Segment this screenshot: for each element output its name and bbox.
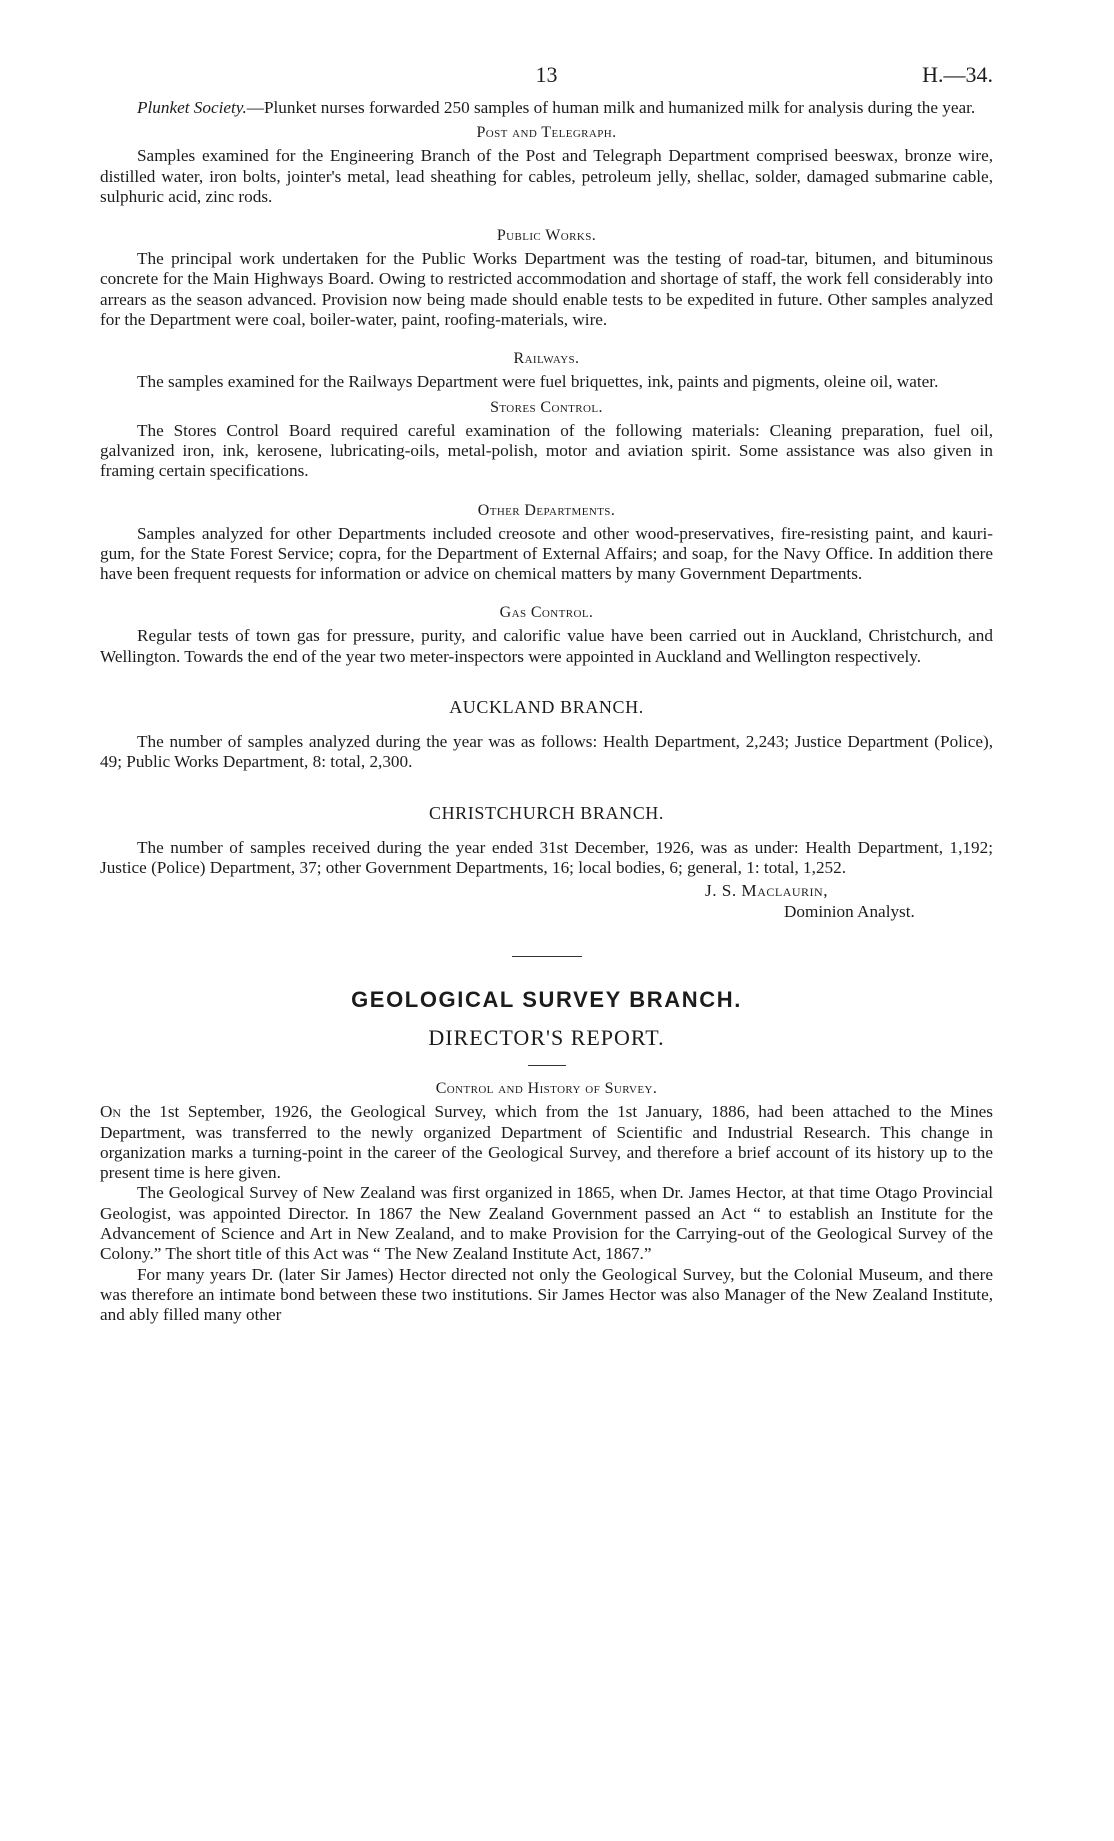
document-page <box>100 62 993 1326</box>
plunket-paragraph <box>100 98 993 118</box>
stores-control-heading: Stores Control. <box>490 398 603 416</box>
geological-paragraph-1-text: the 1st September, 1926, the Geological Survey, which from the 1st January, 1886, had been attached to the Mines Department, was transferred to the newly organized Department of Scientific and Industrial Research. This change in organization marks a turning-point in the career of the Geological Survey, and therefore a brief account of its history up to the present time is here given. <box>100 1102 993 1183</box>
geological-survey-title: GEOLOGICAL SURVEY BRANCH. <box>351 987 742 1013</box>
title-divider <box>528 1065 566 1066</box>
page-header <box>100 62 993 98</box>
section-divider <box>512 956 582 957</box>
control-history-heading: Control and History of Survey. <box>435 1080 658 1098</box>
geological-paragraph-1 <box>100 1102 993 1183</box>
gas-control-paragraph: Regular tests of town gas for pressure, purity, and calorific value have been carried out in Auckland, Christchurch, and Wellington. Towards the end of the year two meter-inspectors were appointed in Auckland and Wellington respectively. <box>100 626 993 666</box>
plunket-heading: Plunket Society. <box>137 98 247 117</box>
auckland-branch-paragraph: The number of samples analyzed during the year was as follows: Health Department, 2,243; Justice Department (Police), 49; Public Works Department, 8: total, 2,300. <box>100 732 993 772</box>
geological-paragraph-2: The Geological Survey of New Zealand was first organized in 1865, when Dr. James Hector, at that time Otago Provincial Geologist, was appointed Director. In 1867 the New Zealand Government passed an Act “ to establish an Institute for the Advancement of Science and Art in New Zealand, and to make Provision for the Carrying-out of the Geological Survey of the Colony.” The short title of this Act was “ The New Zealand Institute Act, 1867.” <box>100 1183 993 1264</box>
signature-title: Dominion Analyst. <box>784 902 915 922</box>
directors-report-title: DIRECTOR'S REPORT. <box>428 1025 665 1051</box>
christchurch-branch-heading: CHRISTCHURCH BRANCH. <box>428 802 665 823</box>
post-telegraph-paragraph: Samples examined for the Engineering Branch of the Post and Telegraph Department comprised beeswax, bronze wire, distilled water, iron bolts, jointer's metal, lead sheathing for cables, petroleum jelly, shellac, solder, damaged submarine cable, sulphuric acid, zinc rods. <box>100 146 993 206</box>
gas-control-heading: Gas Control. <box>499 604 594 622</box>
signature-name: J. S. Maclaurin, <box>705 881 829 901</box>
page-number: 13 <box>535 62 558 87</box>
signature-block <box>100 880 993 922</box>
christchurch-branch-paragraph: The number of samples received during the year ended 31st December, 1926, was as under: Health Department, 1,192; Justice (Police) Department, 37; other Government Departments, 16; local bodies, 6; general, 1: total, 1,252. <box>100 837 993 877</box>
document-code: H.—34. <box>922 62 993 87</box>
railways-heading: Railways. <box>513 350 580 368</box>
paragraph-lead-word: On <box>100 1102 122 1122</box>
auckland-branch-heading: AUCKLAND BRANCH. <box>449 697 644 718</box>
railways-paragraph: The samples examined for the Railways Department were fuel briquettes, ink, paints and pigments, oleine oil, water. <box>137 372 939 392</box>
other-departments-heading: Other Departments. <box>477 501 616 519</box>
other-departments-paragraph: Samples analyzed for other Departments included creosote and other wood-preservatives, fire-resisting paint, and kauri-gum, for the State Forest Service; copra, for the Department of External Affairs; and soap, for the Navy Office. In addition there have been frequent requests for information or advice on chemical matters by many Government Departments. <box>100 523 993 584</box>
public-works-heading: Public Works. <box>496 227 597 245</box>
stores-control-paragraph: The Stores Control Board required careful examination of the following materials: Cleaning preparation, fuel oil, galvanized iron, ink, kerosene, lubricating-oils, metal-polish, motor and aviation spirit. Some assistance was also given in framing certain specifications. <box>100 420 993 481</box>
plunket-text: —Plunket nurses forwarded 250 samples of human milk and humanized milk for analysis during the year. <box>246 98 976 117</box>
post-telegraph-heading: Post and Telegraph. <box>476 124 617 142</box>
geological-paragraph-3: For many years Dr. (later Sir James) Hector directed not only the Geological Survey, but the Colonial Museum, and there was therefore an intimate bond between these two institutions. Sir James Hector was also Manager of the New Zealand Institute, and ably filled many other <box>100 1264 993 1325</box>
public-works-paragraph: The principal work undertaken for the Public Works Department was the testing of road-tar, bitumen, and bituminous concrete for the Main Highways Board. Owing to restricted accommodation and shortage of staff, the work fell considerably into arrears as the season advanced. Provision now being made should enable tests to be expedited in future. Other samples analyzed for the Department were coal, boiler-water, paint, roofing-materials, wire. <box>100 249 993 330</box>
